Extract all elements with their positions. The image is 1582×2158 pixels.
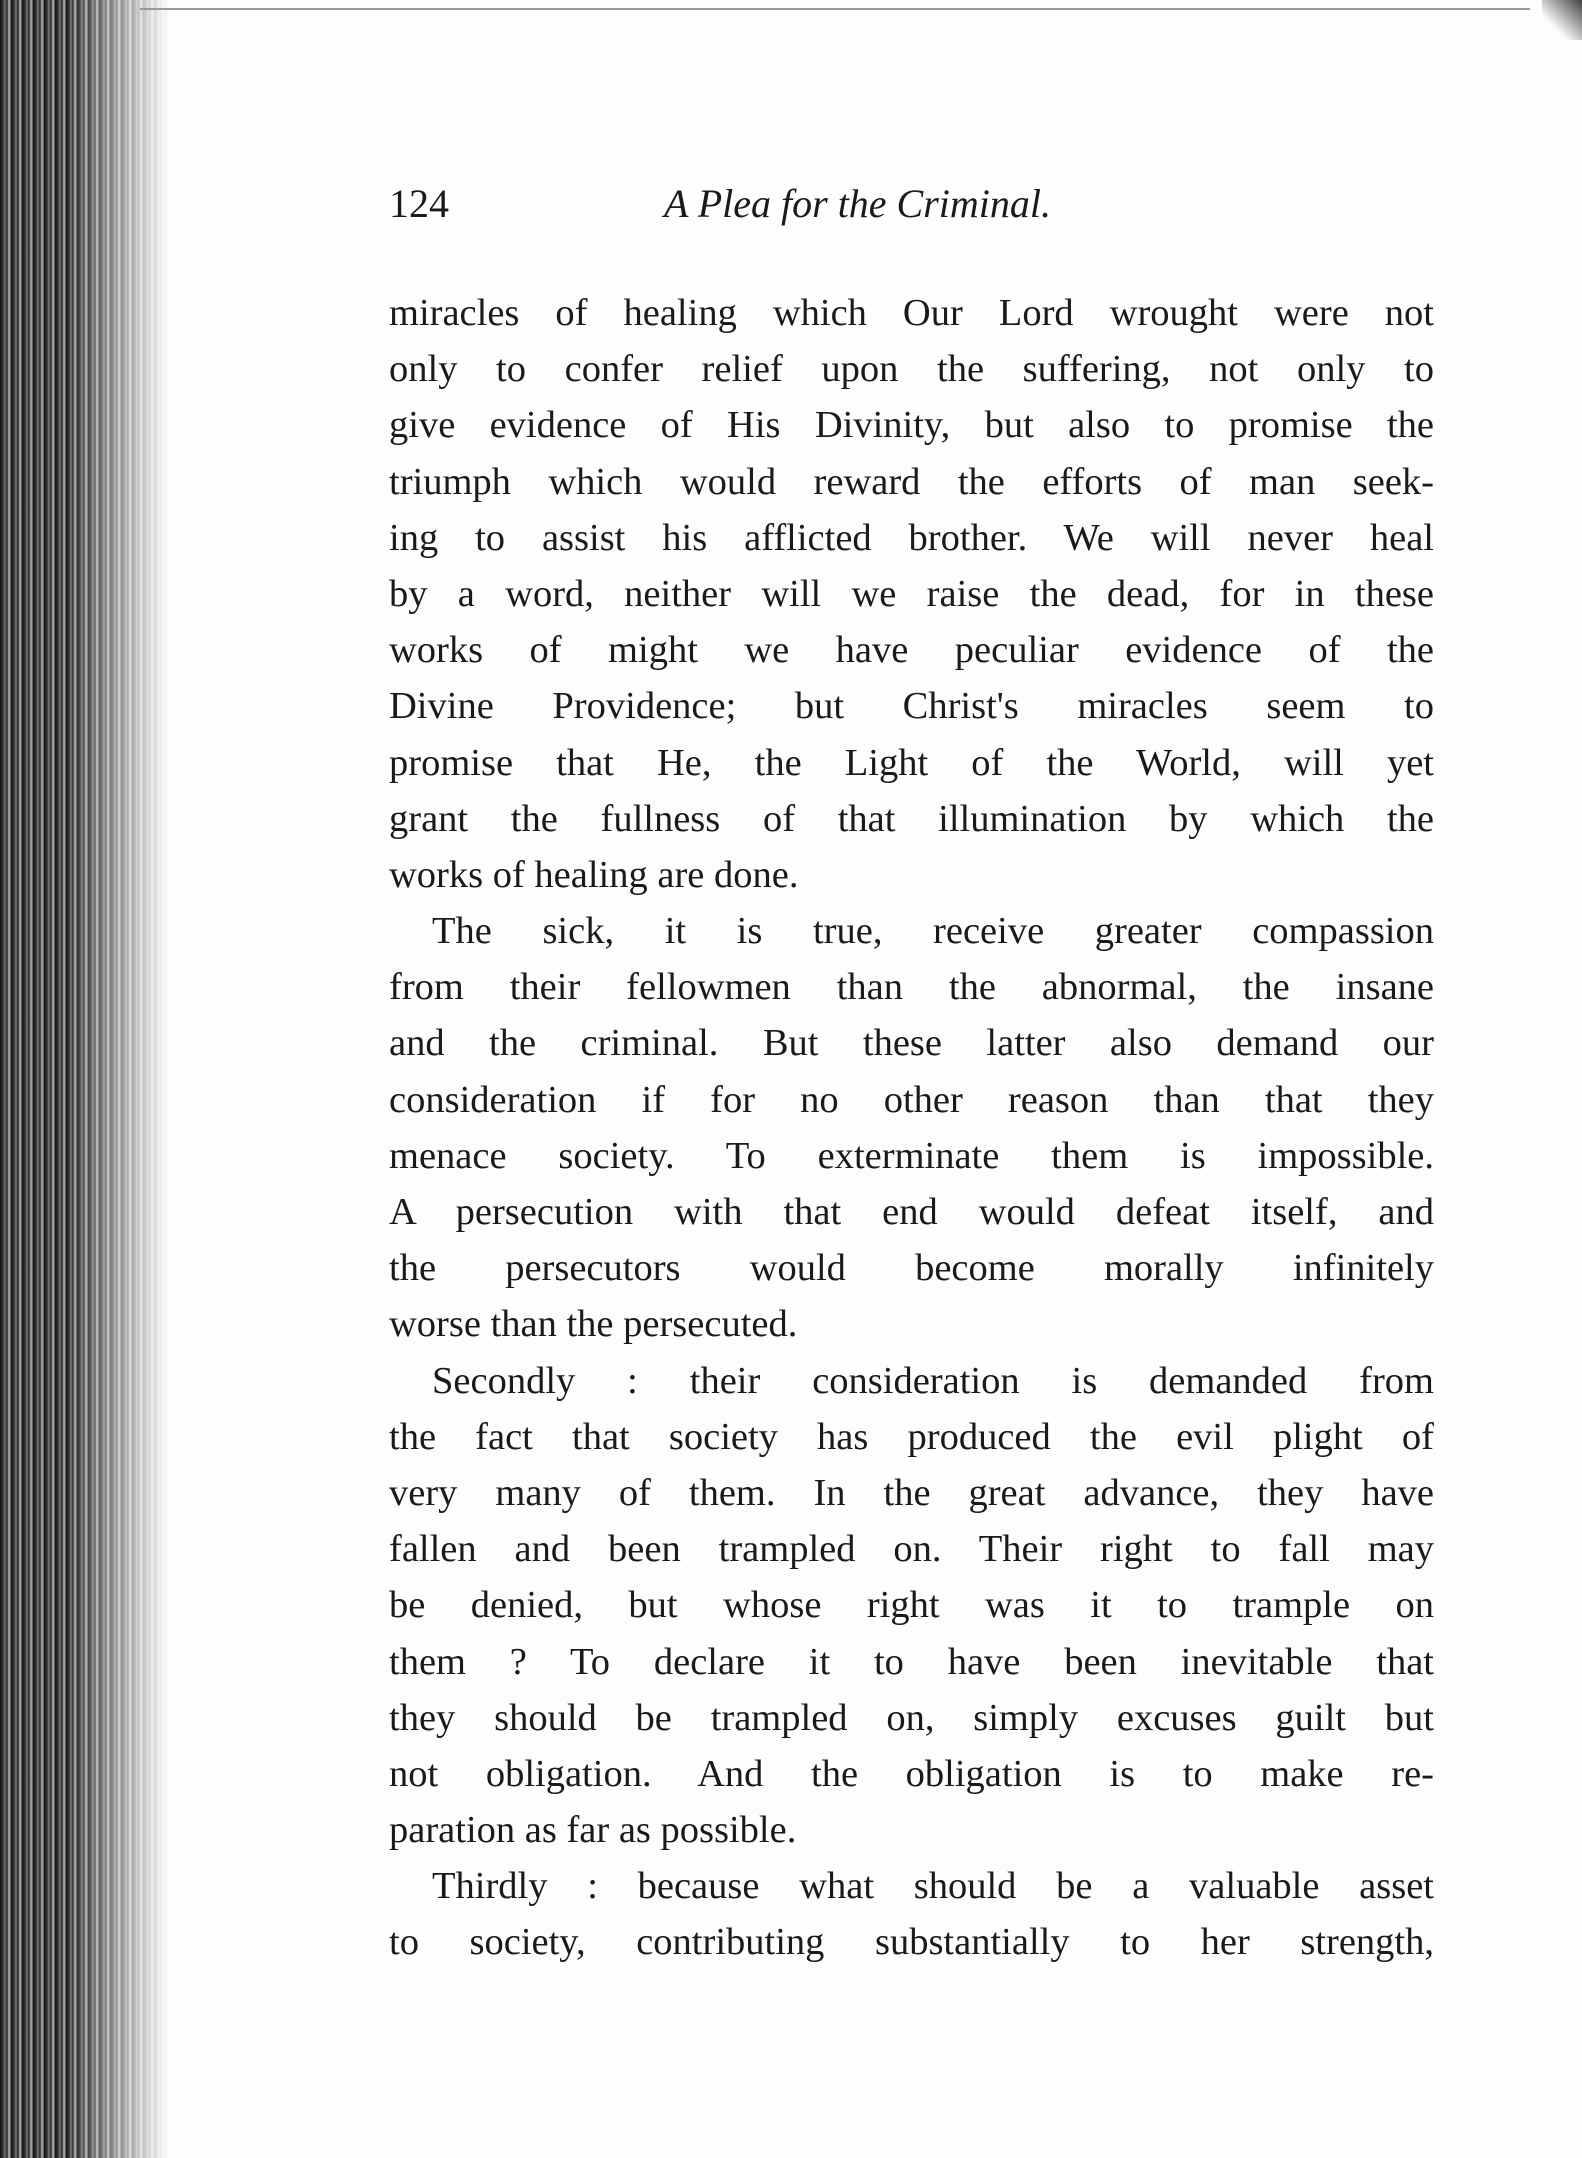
- text-line: the fact that society has produced the evil plight of: [389, 1415, 1434, 1458]
- text-line: by a word, neither will we raise the dead, for in these: [389, 572, 1434, 615]
- page-top-edge: [140, 8, 1530, 10]
- text-line: promise that He, the Light of the World, will yet: [389, 741, 1434, 784]
- text-line: Thirdly : because what should be a valuable asset: [432, 1865, 1434, 1908]
- page-number: 124: [389, 181, 449, 226]
- running-title: A Plea for the Criminal.: [664, 181, 1052, 226]
- text-line: and the criminal. But these latter also demand our: [389, 1022, 1434, 1065]
- text-line: fallen and been trampled on. Their right to fall may: [389, 1528, 1434, 1571]
- page-corner-shadow: [1542, 0, 1582, 40]
- text-line: triumph which would reward the efforts of man seek-: [389, 460, 1434, 503]
- text-line: The sick, it is true, receive greater compassion: [432, 910, 1434, 953]
- text-line: paration as far as possible.: [389, 1809, 797, 1852]
- text-line: very many of them. In the great advance, they have: [389, 1471, 1434, 1514]
- text-line: A persecution with that end would defeat itself, and: [389, 1191, 1434, 1233]
- text-line: works of healing are done.: [389, 853, 799, 896]
- running-header: [389, 180, 1432, 236]
- text-line: the persecutors would become morally infinitely: [389, 1247, 1434, 1290]
- text-line: they should be trampled on, simply excuses guilt but: [389, 1696, 1434, 1739]
- text-line: miracles of healing which Our Lord wrought were not: [389, 292, 1434, 334]
- text-line: Secondly : their consideration is demanded from: [432, 1359, 1434, 1402]
- body-text: [389, 285, 1434, 1971]
- text-line: to society, contributing substantially to her strength,: [389, 1921, 1434, 1964]
- text-line: be denied, but whose right was it to trample on: [389, 1584, 1434, 1627]
- text-line: not obligation. And the obligation is to make re-: [389, 1752, 1434, 1795]
- text-line: grant the fullness of that illumination by which the: [389, 797, 1434, 840]
- text-line: from their fellowmen than the abnormal, the insane: [389, 966, 1434, 1009]
- book-binding-edge: [0, 0, 170, 2158]
- text-line: works of might we have peculiar evidence of the: [389, 629, 1434, 672]
- text-line: menace society. To exterminate them is impossible.: [389, 1134, 1434, 1177]
- text-line: give evidence of His Divinity, but also to promise the: [389, 404, 1434, 447]
- text-line: Divine Providence; but Christ's miracles seem to: [389, 685, 1434, 728]
- text-line: ing to assist his afflicted brother. We will never heal: [389, 516, 1434, 559]
- text-line: only to confer relief upon the suffering, not only to: [389, 348, 1434, 391]
- text-line: them ? To declare it to have been inevitable that: [389, 1640, 1434, 1683]
- text-line: consideration if for no other reason than that they: [389, 1078, 1434, 1121]
- text-line: worse than the persecuted.: [389, 1303, 798, 1346]
